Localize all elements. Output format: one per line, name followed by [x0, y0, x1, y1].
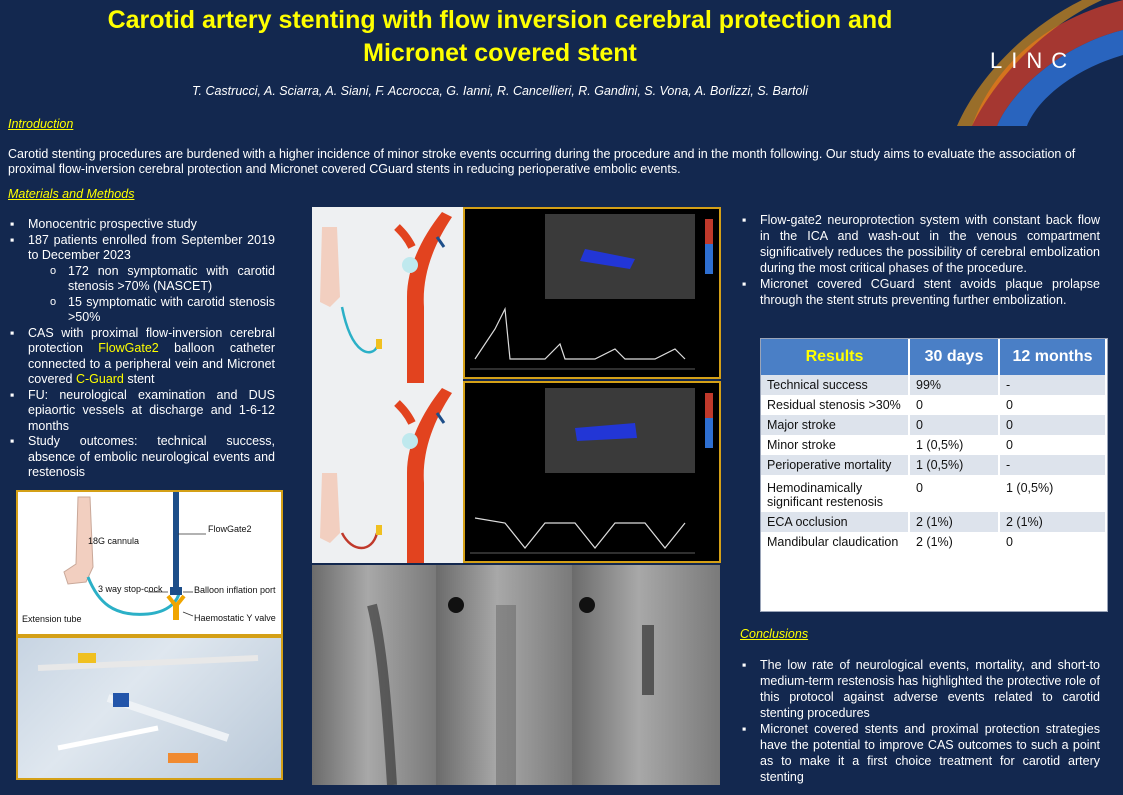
cell-12m: - [999, 455, 1106, 475]
row-label: ECA occlusion [761, 512, 909, 532]
doppler-ultrasound-top [463, 207, 721, 379]
angiography-frame-1 [312, 565, 436, 785]
row-label: Technical success [761, 375, 909, 395]
flow-illustration-top [312, 207, 463, 383]
introduction-heading: Introduction [8, 117, 74, 131]
label-cannula: 18G cannula [88, 536, 140, 546]
cell-30d: 99% [909, 375, 999, 395]
methods-text: balloon catheter connected to a peripheral vein and Micronet covered [28, 341, 275, 386]
procedure-photo [16, 636, 283, 780]
methods-item-text: 187 patients enrolled from September 2019 to December 2023 [28, 232, 275, 262]
table-row [761, 395, 1106, 415]
header-12-months: 12 months [999, 339, 1106, 375]
results-table [760, 338, 1108, 612]
table-row [761, 375, 1106, 395]
methods-text: stent [123, 372, 155, 386]
results-header: Results [761, 339, 909, 375]
title-line-2: Micronet covered stent [363, 39, 637, 67]
cell-30d: 2 (1%) [909, 512, 999, 532]
methods-subitem: o 172 non symptomatic with carotid stenosis >70% (NASCET) [28, 264, 275, 295]
row-label: Minor stroke [761, 435, 909, 455]
cell-30d: 0 [909, 415, 999, 435]
conclusions-heading: Conclusions [740, 627, 809, 641]
table-row [761, 532, 1106, 552]
protection-points [740, 212, 1100, 308]
logo-text: LINC [990, 48, 1077, 73]
linc-logo [952, 0, 1123, 126]
flowgate-highlight: FlowGate2 [98, 341, 159, 355]
cell-12m: 0 [999, 435, 1106, 455]
row-label: Perioperative mortality [761, 455, 909, 475]
cell-12m: 2 (1%) [999, 512, 1106, 532]
protection-point: ▪ Flow-gate2 neuroprotection system with constant back flow in the ICA and wash-out in the venous compartment significatively reduces the possibility of cerebral embolization during the most critical phases of the procedure. [740, 212, 1100, 276]
cell-12m: 1 (0,5%) [999, 475, 1106, 512]
setup-diagram [16, 490, 283, 636]
table-row [761, 475, 1106, 512]
doppler-ultrasound-bottom [463, 381, 721, 563]
row-label: Mandibular claudication [761, 532, 909, 552]
angiography-frame-3 [572, 565, 720, 785]
cell-30d: 1 (0,5%) [909, 455, 999, 475]
methods-heading: Materials and Methods [8, 187, 135, 201]
protection-point: ▪ Micronet covered CGuard stent avoids plaque prolapse through the stent struts preventing further embolization. [740, 276, 1100, 308]
cell-12m: 0 [999, 415, 1106, 435]
methods-item [8, 233, 275, 326]
conclusion-point: ▪ Micronet covered stents and proximal protection strategies have the potential to improve CAS outcomes to such a point as to make it a first choice treatment for carotid artery stenting [740, 721, 1100, 785]
cell-30d: 2 (1%) [909, 532, 999, 552]
poster-title [40, 4, 960, 70]
cell-12m: 0 [999, 532, 1106, 552]
table-row [761, 415, 1106, 435]
cell-30d: 0 [909, 395, 999, 415]
row-label: Major stroke [761, 415, 909, 435]
cguard-highlight: C-Guard [75, 372, 124, 386]
flow-illustration-bottom [312, 383, 463, 563]
label-stopcock: 3 way stop-cock [98, 584, 163, 594]
cell-12m: 0 [999, 395, 1106, 415]
methods-list [8, 217, 275, 481]
methods-subitem: o 15 symptomatic with carotid stenosis >50% [28, 295, 275, 326]
conclusion-point: ▪ The low rate of neurological events, mortality, and short-to medium-term restenosis has highlighted the protective role of this protocol against adverse events related to carotid stenting procedures [740, 657, 1100, 721]
title-line-1: Carotid artery stenting with flow inversion cerebral protection and [107, 6, 893, 34]
cell-12m: - [999, 375, 1106, 395]
methods-item: ▪ Monocentric prospective study [8, 217, 275, 233]
label-balloon-port: Balloon inflation port [194, 585, 276, 595]
label-flowgate: FlowGate2 [208, 524, 252, 534]
table-row [761, 512, 1106, 532]
table-row [761, 455, 1106, 475]
authors: T. Castrucci, A. Sciarra, A. Siani, F. Accrocca, G. Ianni, R. Cancellieri, R. Gandini, S. Vona, A. Borlizzi, S. Bartoli [192, 84, 808, 98]
methods-item [8, 326, 275, 388]
row-label: Residual stenosis >30% [761, 395, 909, 415]
row-label: Hemodinamically significant restenosis [761, 475, 909, 512]
cell-30d: 1 (0,5%) [909, 435, 999, 455]
header-30-days: 30 days [909, 339, 999, 375]
methods-text: CAS with proximal flow-inversion cerebral protection [28, 325, 275, 355]
label-yvalve: Haemostatic Y valve [194, 613, 276, 623]
cell-30d: 0 [909, 475, 999, 512]
methods-item: ▪ Study outcomes: technical success, absence of embolic neurological events and restenosis [8, 434, 275, 481]
label-extension: Extension tube [22, 614, 82, 624]
angiography-frame-2 [436, 565, 572, 785]
table-row [761, 435, 1106, 455]
methods-item: ▪ FU: neurological examination and DUS epiaortic vessels at discharge and 1-6-12 months [8, 388, 275, 435]
introduction-text: Carotid stenting procedures are burdened with a higher incidence of minor stroke events occurring during the procedure and in the month following. Our study aims to evaluate the association of proximal flow-inversion cerebral protection and Micronet covered CGuard stents in reducing perioperative embolic events. [8, 147, 1076, 176]
conclusions-list [740, 657, 1100, 785]
